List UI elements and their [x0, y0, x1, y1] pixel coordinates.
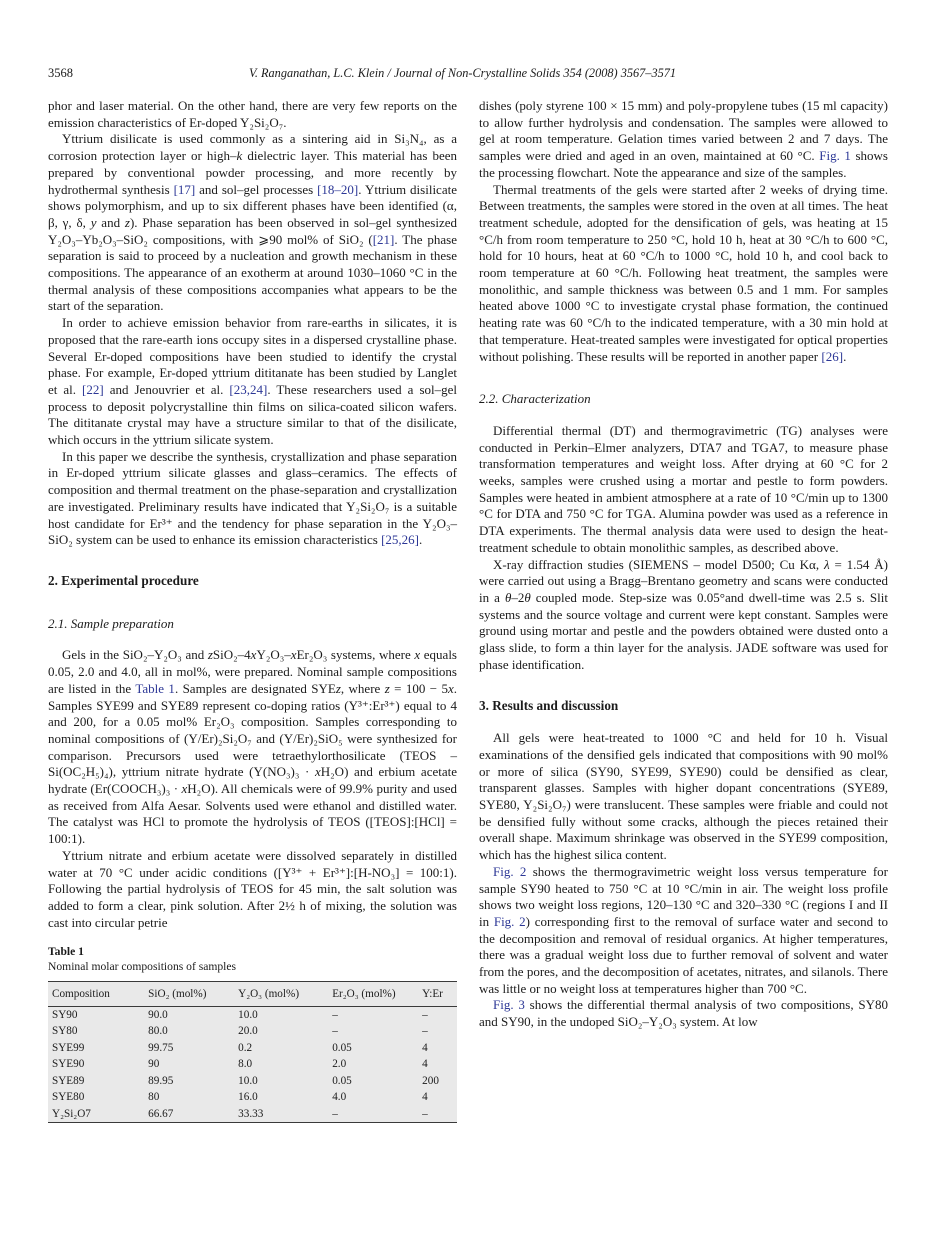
table-cell: 0.05 — [332, 1041, 352, 1054]
paragraph: Thermal treatments of the gels were started after 2 weeks of drying time. Between treatments, the samples were stored in the oven at all times. The heat treatment schedule, adopted for the densification of gels, was heating at 15 °C/h from room temperature to 250 °C, hold 10 h, heat at 30 °C/h to 600 °C, hold for 10 hours, heat at 60 °C/h to 1000 °C, hold 10 h, and cool back to room temperature at 60 °C/h. Following heat treatment, the samples were monolithic, and sample thickness was between 0.5 and 1 mm. For samples heated above 1000 °C to investigate crystal phase formation, the continued heating rate was 60 °C/h to the indicated temperature, with a 30 min hold at that temperature. Heat-treated samples were investigated for optical properties without polishing. These results will be reported in another paper [26]. — [479, 181, 888, 364]
table-cell: 80 — [148, 1091, 160, 1104]
table-cell: 200 — [422, 1074, 439, 1087]
citation-link[interactable]: [21] — [372, 231, 395, 247]
table-1 — [48, 981, 457, 1123]
table-cell: 10.0 — [238, 1074, 258, 1087]
table-cell: – — [332, 1008, 338, 1021]
table-header-cell: Composition — [48, 982, 146, 1007]
table-cell: SY80 — [52, 1025, 78, 1038]
citation-link[interactable]: [17] — [173, 181, 196, 197]
citation-link[interactable]: Table 1 — [135, 680, 175, 696]
paragraph: Fig. 3 shows the differential thermal analysis of two compositions, SY80 and SY90, in the undoped SiO₂–Y₂O₃ system. At low — [479, 997, 888, 1030]
table-label: Table 1 — [48, 945, 84, 959]
table-row — [48, 1073, 457, 1090]
table-cell: – — [332, 1025, 338, 1038]
table-cell: 4 — [422, 1058, 428, 1071]
table-cell: – — [422, 1025, 428, 1038]
table-cell: – — [332, 1107, 338, 1120]
table-1-block — [48, 945, 457, 1123]
table-cell: 2.0 — [332, 1058, 347, 1071]
table-cell: SY90 — [52, 1008, 78, 1021]
citation-link[interactable]: Fig. 2 — [493, 863, 527, 879]
table-cell: SYE90 — [52, 1058, 85, 1071]
table-cell: 10.0 — [238, 1008, 258, 1021]
table-cell: 89.95 — [148, 1074, 174, 1087]
paragraph: Differential thermal (DT) and thermogravimetric (TG) analyses were conducted in Perkin–Elmer analyzers, DTA7 and TGA7, to measure phase transformation temperatures and weight loss. After drying at 60 °C for 2 weeks, samples were crushed using a mortar and pestle to form powders. Samples were heated in ambient atmosphere at a rate of 10 °C/min up to 1300 °C for DTA and 750 °C for TGA. Alumina powder was used as a reference in DTA experiments. The thermal analysis data were used to design the heat-treatment schedule to obtain monolithic samples, as described above. — [479, 422, 888, 555]
table-row — [48, 1056, 457, 1073]
table-cell: 0.2 — [238, 1041, 253, 1054]
citation-link[interactable]: Fig. 1 — [819, 148, 851, 164]
table-header-row — [48, 982, 457, 1007]
paragraph: In this paper we describe the synthesis, crystallization and phase separation in Er-doped yttrium silicate glasses and glass–ceramics. The effects of composition and thermal treatment on the phase-separation and crystallization are investigated. Preliminary results have indicated that Y₂Si₂O₇ is a suitable host candidate for Er³⁺ and the tendency for phase separation in the Y₂O₃–SiO₂ system can be used to enhance its emission characteristics [25,26]. — [48, 448, 457, 548]
citation-link[interactable]: Fig. 2 — [493, 913, 526, 929]
table-cell: SYE89 — [52, 1074, 85, 1087]
table-header-cell: Y:Er — [420, 982, 457, 1007]
table-cell: 66.67 — [148, 1107, 174, 1120]
table-cell: 4 — [422, 1091, 428, 1104]
citation-link[interactable]: Fig. 3 — [493, 997, 525, 1013]
table-cell: 8.0 — [238, 1058, 253, 1071]
table-cell: 16.0 — [238, 1091, 258, 1104]
table-head — [48, 982, 457, 1007]
table-cell: 90.0 — [148, 1008, 168, 1021]
table-cell: SYE80 — [52, 1091, 85, 1104]
section-heading-experimental: 2. Experimental procedure — [48, 572, 199, 588]
paragraph: phor and laser material. On the other hand, there are very few reports on the emission characteristics of Er-doped Y₂Si₂O₇. — [48, 98, 457, 130]
table-row — [48, 1089, 457, 1106]
subsection-heading-characterization: 2.2. Characterization — [479, 391, 591, 407]
table-cell: SYE99 — [52, 1041, 85, 1054]
table-cell: 99.75 — [148, 1041, 174, 1054]
citation-link[interactable]: [22] — [82, 381, 104, 397]
table-cell: 0.05 — [332, 1074, 352, 1087]
table-cell: 33.33 — [238, 1107, 264, 1120]
table-row — [48, 1006, 457, 1023]
table-header-cell: SiO₂ (mol%) — [146, 982, 236, 1007]
table-cell: 4.0 — [332, 1091, 347, 1104]
page-number: 3568 — [48, 66, 73, 80]
paragraph: Fig. 2 shows the thermogravimetric weight loss versus temperature for sample SY90 heated to 750 °C at 10 °C/min in air. The weight loss profile shows two weight loss regions, 120–130 °C and 320–330 °C (regions I and II in Fig. 2) corresponding first to the removal of surface water and second to the decomposition and removal of residual organics. At higher temperatures, there was a gradual weight loss due to further removal of solvent and water from the pores, and the decomposition of acetates, nitrates, and silanols. There was little or no weight loss at temperatures higher than 700 °C. — [479, 863, 889, 996]
table-row — [48, 1023, 457, 1040]
paragraph: Gels in the SiO₂–Y₂O₃ and zSiO₂–4xY₂O₃–xEr₂O₃ systems, where x equals 0.05, 2.0 and 4.0, all in mol%, were prepared. Nominal sample compositions are listed in the Table 1. Samples are designated SYEz, where z = 100 − 5x. Samples SYE99 and SYE89 represent co-doping ratios (Y³⁺:Er³⁺) equal to 4 and 200, for a 0.05 mol% Er₂O₃ composition. Samples corresponding to nominal compositions of (Y/Er)₂Si₂O₇ and (Y/Er)₂SiO₅ were synthesized for comparison. Precursors used were tetraethylorthosilicate (TEOS – Si(OC₂H₅)₄), yttrium nitrate hydrate (Y(NO₃)₃ · xH₂O) and erbium acetate hydrate (Er(COOCH₃)₃ · xH₂O). All chemicals were of 99.9% purity and used as received from Alfa Aesar. Solvents used were ethanol and distilled water. The catalyst was HCl to promote the hydrolysis of TEOS ([TEOS]:[HCl] = 100:1). — [48, 647, 458, 847]
table-cell: 90 — [148, 1058, 160, 1071]
paragraph: Yttrium disilicate is used commonly as a sintering aid in Si₃N₄, as a corrosion protection layer or high–k dielectric layer. This material has been prepared by conventional powder processing, and more recently by hydrothermal synthesis [17] and sol–gel processes [18–20]. Yttrium disilicate shows polymorphism, and up to six different phases have been identified (α, β, γ, δ, y and z). Phase separation has been observed in sol–gel synthesized Y₂O₃–Yb₂O₃–SiO₂ compositions, with ⩾90 mol% of SiO₂ ([21]. The phase separation is said to proceed by a nucleation and growth mechanism in these compositions. The appearance of an exotherm at around 1030–1060 °C in the thermal analysis of these compositions accompanies what appears to be the start of the separation. — [48, 131, 457, 314]
table-cell: 4 — [422, 1041, 428, 1054]
paragraph: All gels were heat-treated to 1000 °C and held for 10 h. Visual examinations of the densified gels indicated that compositions with 90 mol% or more of silica (SY90, SYE99, SYE90) could be densified as clear, transparent glasses. Samples with higher dopant concentrations (SYE89, SYE80, Y₂Si₂O₇) were translucent. These samples were friable and could not be densified fully without some cracks, although the pieces retained their overall shape. Maximum shrinkage was observed in the SYE99 composition, which has the highest silica content. — [479, 730, 888, 863]
left-column — [48, 98, 457, 1123]
citation-link[interactable]: [26] — [821, 348, 844, 364]
paragraph: In order to achieve emission behavior from rare-earths in silicates, it is proposed that the rare-earth ions occupy sites in a dispersed crystalline phase. Several Er-doped compositions have been studied to identify the crystal phase. For example, Er-doped yttrium dititanate has been studied by Langlet et al. [22] and Jenouvrier et al. [23,24]. These researchers used a sol–gel process to deposit polycrystalline thin films on silica-coated silicon wafers. The dititanate crystal may have a structure similar to that of the disilicate, which occurs in the yttrium silicate system. — [48, 315, 458, 448]
table-cell: Y₂Si₂O7 — [52, 1107, 91, 1120]
table-cell: – — [422, 1107, 428, 1120]
section-heading-results: 3. Results and discussion — [479, 697, 619, 713]
table-header-cell: Y₂O₃ (mol%) — [236, 982, 330, 1007]
citation-link[interactable]: [23,24] — [229, 381, 268, 397]
table-cell: 20.0 — [238, 1025, 258, 1038]
table-header-cell: Er₂O₃ (mol%) — [330, 982, 420, 1007]
paragraph: X-ray diffraction studies (SIEMENS – model D500; Cu Kα, λ = 1.54 Å) were carried out using a Bragg–Brentano geometry and scans were conducted in a θ–2θ coupled mode. Step-size was 0.05°and dwell-time was 2.5 s. Slit systems and the source voltage and current were kept constant. Samples were ground using mortar and pestle and the powders obtained were dusted onto a glass slide, to form a thin layer for the analysis. JADE software was used for phase identification. — [479, 556, 888, 672]
paragraph: dishes (poly styrene 100 × 15 mm) and poly-propylene tubes (15 ml capacity) to allow further hydrolysis and condensation. The samples were allowed to gel at room temperature. Gelation times varied between 2 and 7 days. The samples were dried and aged in an oven, maintained at 60 °C. Fig. 1 shows the processing flowchart. Note the appearance and size of the samples. — [479, 98, 888, 180]
table-cell: – — [422, 1008, 428, 1021]
citation-link[interactable]: [25,26] — [381, 532, 419, 548]
table-row — [48, 1106, 457, 1123]
table-cell: 80.0 — [148, 1025, 168, 1038]
table-body — [48, 1006, 457, 1123]
table-caption: Nominal molar compositions of samples — [48, 960, 237, 974]
running-head: V. Ranganathan, L.C. Klein / Journal of Non-Crystalline Solids 354 (2008) 3567–3571 — [248, 66, 677, 80]
right-column — [479, 98, 888, 1031]
subsection-heading-sample-preparation: 2.1. Sample preparation — [48, 615, 174, 631]
table-row — [48, 1040, 457, 1057]
paragraph: Yttrium nitrate and erbium acetate were dissolved separately in distilled water at 70 °C under acidic conditions ([Y³⁺ + Er³⁺]:[H-NO₃] = 100:1). Following the partial hydrolysis of TEOS for 45 min, the salt solution was added to form a clear, pink solution. After 2½ h of mixing, the solution was cast into circular petrie — [48, 847, 457, 930]
citation-link[interactable]: [18–20] — [317, 181, 359, 197]
